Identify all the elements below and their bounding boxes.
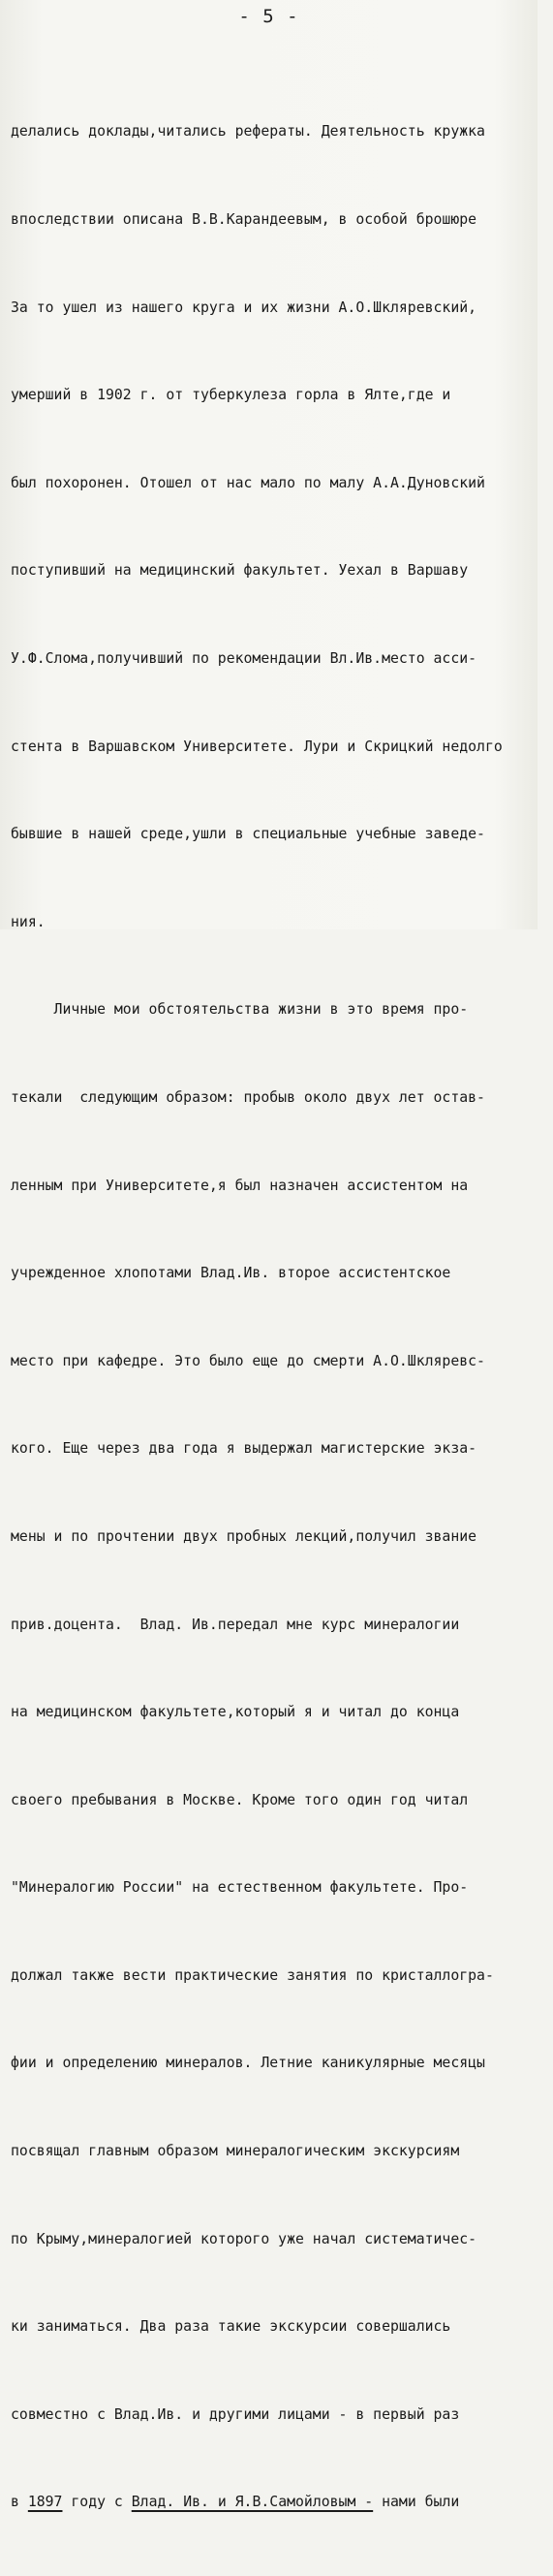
text-line: был похоронен. Отошел от нас мало по малу А.А.Дуновский [11, 474, 485, 491]
page-number: - 5 - [238, 6, 299, 27]
text-line: прив.доцента. Влад. Ив.передал мне курс минералогии [11, 1616, 460, 1633]
text-line: "Минералогию России" на естественном факультете. Про- [11, 1879, 469, 1897]
text-line: мены и по прочтении двух пробных лекций,получил звание [11, 1527, 477, 1545]
text-line: бывшие в нашей среде,ушли в специальные учебные заведе- [11, 826, 485, 843]
text-line: посвящал главным образом минералогическим экскурсиям [11, 2143, 460, 2160]
text-fragment: году с [62, 2494, 132, 2511]
text-line-last [11, 2488, 553, 2517]
text-line: текали следующим образом: пробыв около двух лет остав- [11, 1088, 485, 1106]
text-line: по Крыму,минералогией которого уже начал систематичес- [11, 2230, 477, 2247]
text-line: поступивший на медицинский факультет. Уехал в Варшаву [11, 562, 469, 580]
text-line: Личные мои обстоятельства жизни в это время про- [11, 1001, 469, 1019]
text-line: делались доклады,читались рефераты. Деятельность кружка [11, 123, 485, 141]
text-line: впоследствии описана В.В.Карандеевым, в особой брошюре [11, 211, 477, 228]
text-line: ки заниматься. Два раза такие экскурсии совершались [11, 2318, 451, 2336]
text-line: место при кафедре. Это было еще до смерти А.О.Шкляревс- [11, 1352, 485, 1369]
text-line: должал также вести практические занятия по кристаллогра- [11, 1966, 494, 1984]
text-fragment: нами были [373, 2494, 460, 2511]
text-line: ния. [11, 913, 46, 930]
text-fragment: в [11, 2494, 28, 2511]
underlined-year: 1897 [27, 2494, 63, 2511]
text-line: У.Ф.Слома,получивший по рекомендации Вл.Ив.место асси- [11, 649, 477, 667]
text-line: фии и определению минералов. Летние каникулярные месяцы [11, 2055, 485, 2072]
text-line: своего пребывания в Москве. Кроме того один год читал [11, 1791, 469, 1808]
text-line: совместно с Влад.Ив. и другими лицами - в первый раз [11, 2405, 460, 2423]
text-line: учрежденное хлопотами Влад.Ив. второе ассистентское [11, 1265, 451, 1282]
text-line: на медицинском факультете,который я и читал до конца [11, 1704, 460, 1721]
underlined-names: Влад. Ив. и Я.В.Самойловым - [131, 2494, 374, 2511]
body-text [11, 59, 553, 2576]
text-line: умерший в 1902 г. от туберкулеза горла в Ялте,где и [11, 387, 451, 404]
text-line: стента в Варшавском Университете. Лури и Скрицкий недолго [11, 738, 503, 755]
text-line: За то ушел из нашего круга и их жизни А.О.Шкляревский, [11, 298, 477, 316]
text-line: ленным при Университете,я был назначен ассистентом на [11, 1177, 469, 1194]
text-line: кого. Еще через два года я выдержал магистерские экза- [11, 1440, 477, 1458]
